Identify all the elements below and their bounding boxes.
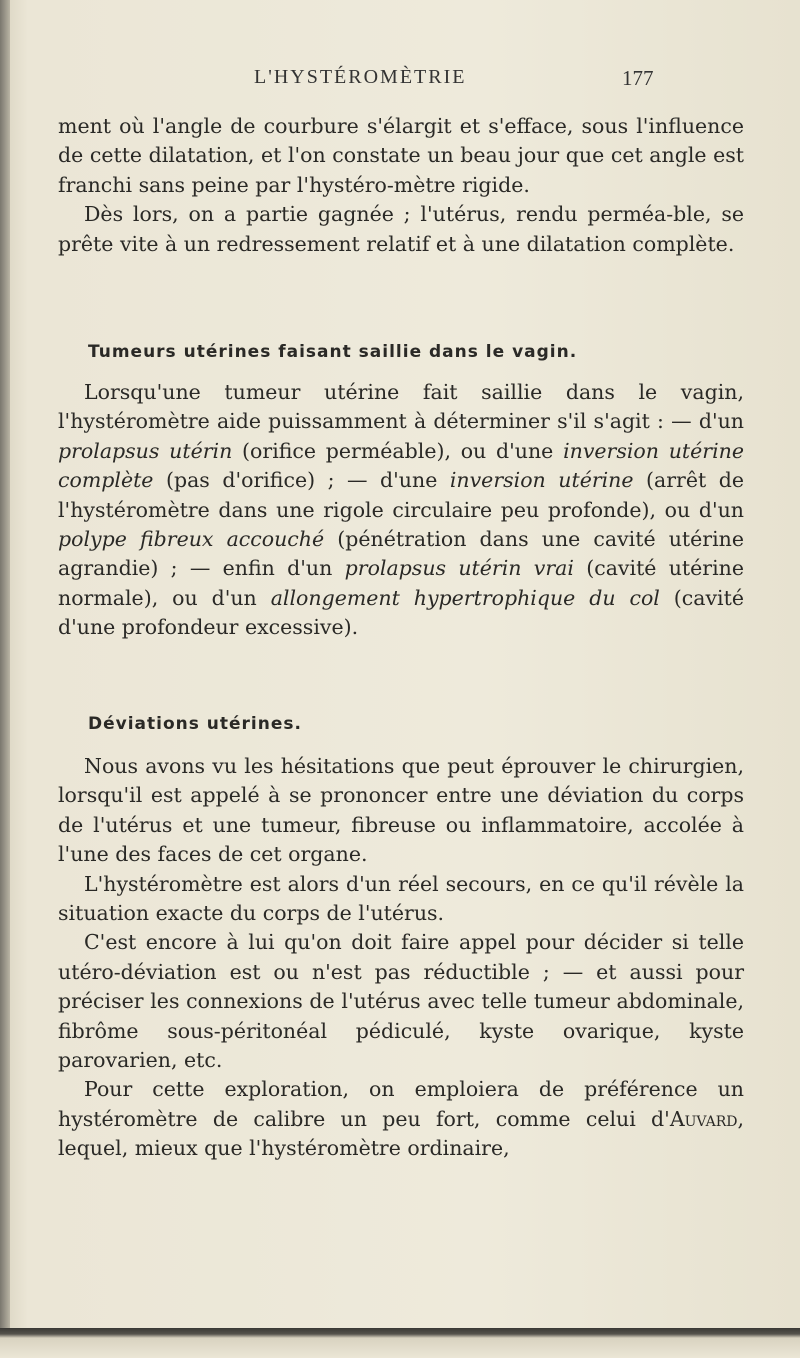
text-run: Pour cette exploration, on emploiera de préférence un hystéromètre de calibre un peu fort, comme celui d' xyxy=(58,1077,744,1131)
text-run: , lequel, mieux que l'hystéromètre ordinaire, xyxy=(58,1106,744,1161)
section-heading-tumeurs: Tumeurs utérines faisant saillie dans le vagin. xyxy=(88,342,578,362)
intro-paragraph-1: ment où l'angle de courbure s'élargit et s'efface, sous l'influence de cette dilatation, et l'on constate un beau jour que cet angle est franchi sans peine par l'hystéro-mètre rigide. xyxy=(58,114,744,197)
intro-text xyxy=(58,112,744,259)
text-run: (pénétration dans une cavité utérine agrandie) ; — enfin d'un xyxy=(58,527,744,581)
deviations-paragraph-4 xyxy=(58,1075,744,1163)
section-heading-deviations: Déviations utérines. xyxy=(88,714,302,734)
page-number: 177 xyxy=(622,66,654,90)
text-run: Lorsqu'une tumeur utérine fait saillie dans le vagin, l'hystéromètre aide puissamment à déterminer s'il s'agit : — d'un xyxy=(58,380,744,434)
emphasis-term: prolapsus utérin xyxy=(58,438,233,463)
text-run: (orifice perméable), ou d'une xyxy=(232,438,564,463)
section-tumeurs-paragraph xyxy=(58,378,744,643)
emphasis-term: inversion utérine complète xyxy=(58,438,744,493)
emphasis-term: polype fibreux accouché xyxy=(58,527,325,552)
deviations-paragraph-1: Nous avons vu les hésitations que peut éprouver le chirurgien, lorsqu'il est appelé à se prononcer entre une déviation du corps de l'utérus et une tumeur, fibreuse ou inflammatoire, accolée à l'une des faces de cet organe. xyxy=(58,754,744,867)
deviations-paragraph-3: C'est encore à lui qu'on doit faire appel pour décider si telle utéro-déviation est ou n'est pas réductible ; — et aussi pour préciser les connexions de l'utérus avec telle tumeur abdominale, fibrôme sous-péritonéal pédiculé, kyste ovarique, kyste parovarien, etc. xyxy=(58,930,744,1073)
page-binding-edge xyxy=(0,0,10,1358)
intro-paragraph-2: Dès lors, on a partie gagnée ; l'utérus, rendu perméa-ble, se prête vite à un redressement relatif et à une dilatation complète. xyxy=(58,202,744,256)
page-bottom-edge xyxy=(0,1328,800,1358)
emphasis-term: allongement hypertrophique du col xyxy=(270,585,660,610)
author-name: Auvard xyxy=(669,1106,738,1131)
emphasis-term: prolapsus utérin vrai xyxy=(344,556,574,581)
text-run: (cavité utérine normale), ou d'un xyxy=(58,556,744,610)
running-title: L'HYSTÉROMÈTRIE xyxy=(254,66,467,88)
deviations-paragraph-2: L'hystéromètre est alors d'un réel secours, en ce qu'il révèle la situation exacte du corps de l'utérus. xyxy=(58,871,744,926)
section-tumeurs-text xyxy=(58,378,744,643)
emphasis-term: inversion utérine xyxy=(449,468,634,493)
text-run: (pas d'orifice) ; — d'une xyxy=(153,468,450,493)
section-deviations-text xyxy=(58,752,744,1164)
text-run: (cavité d'une profondeur excessive). xyxy=(58,585,744,640)
text-run: (arrêt de l'hystéromètre dans une rigole circulaire peu profonde), ou d'un xyxy=(58,468,744,522)
